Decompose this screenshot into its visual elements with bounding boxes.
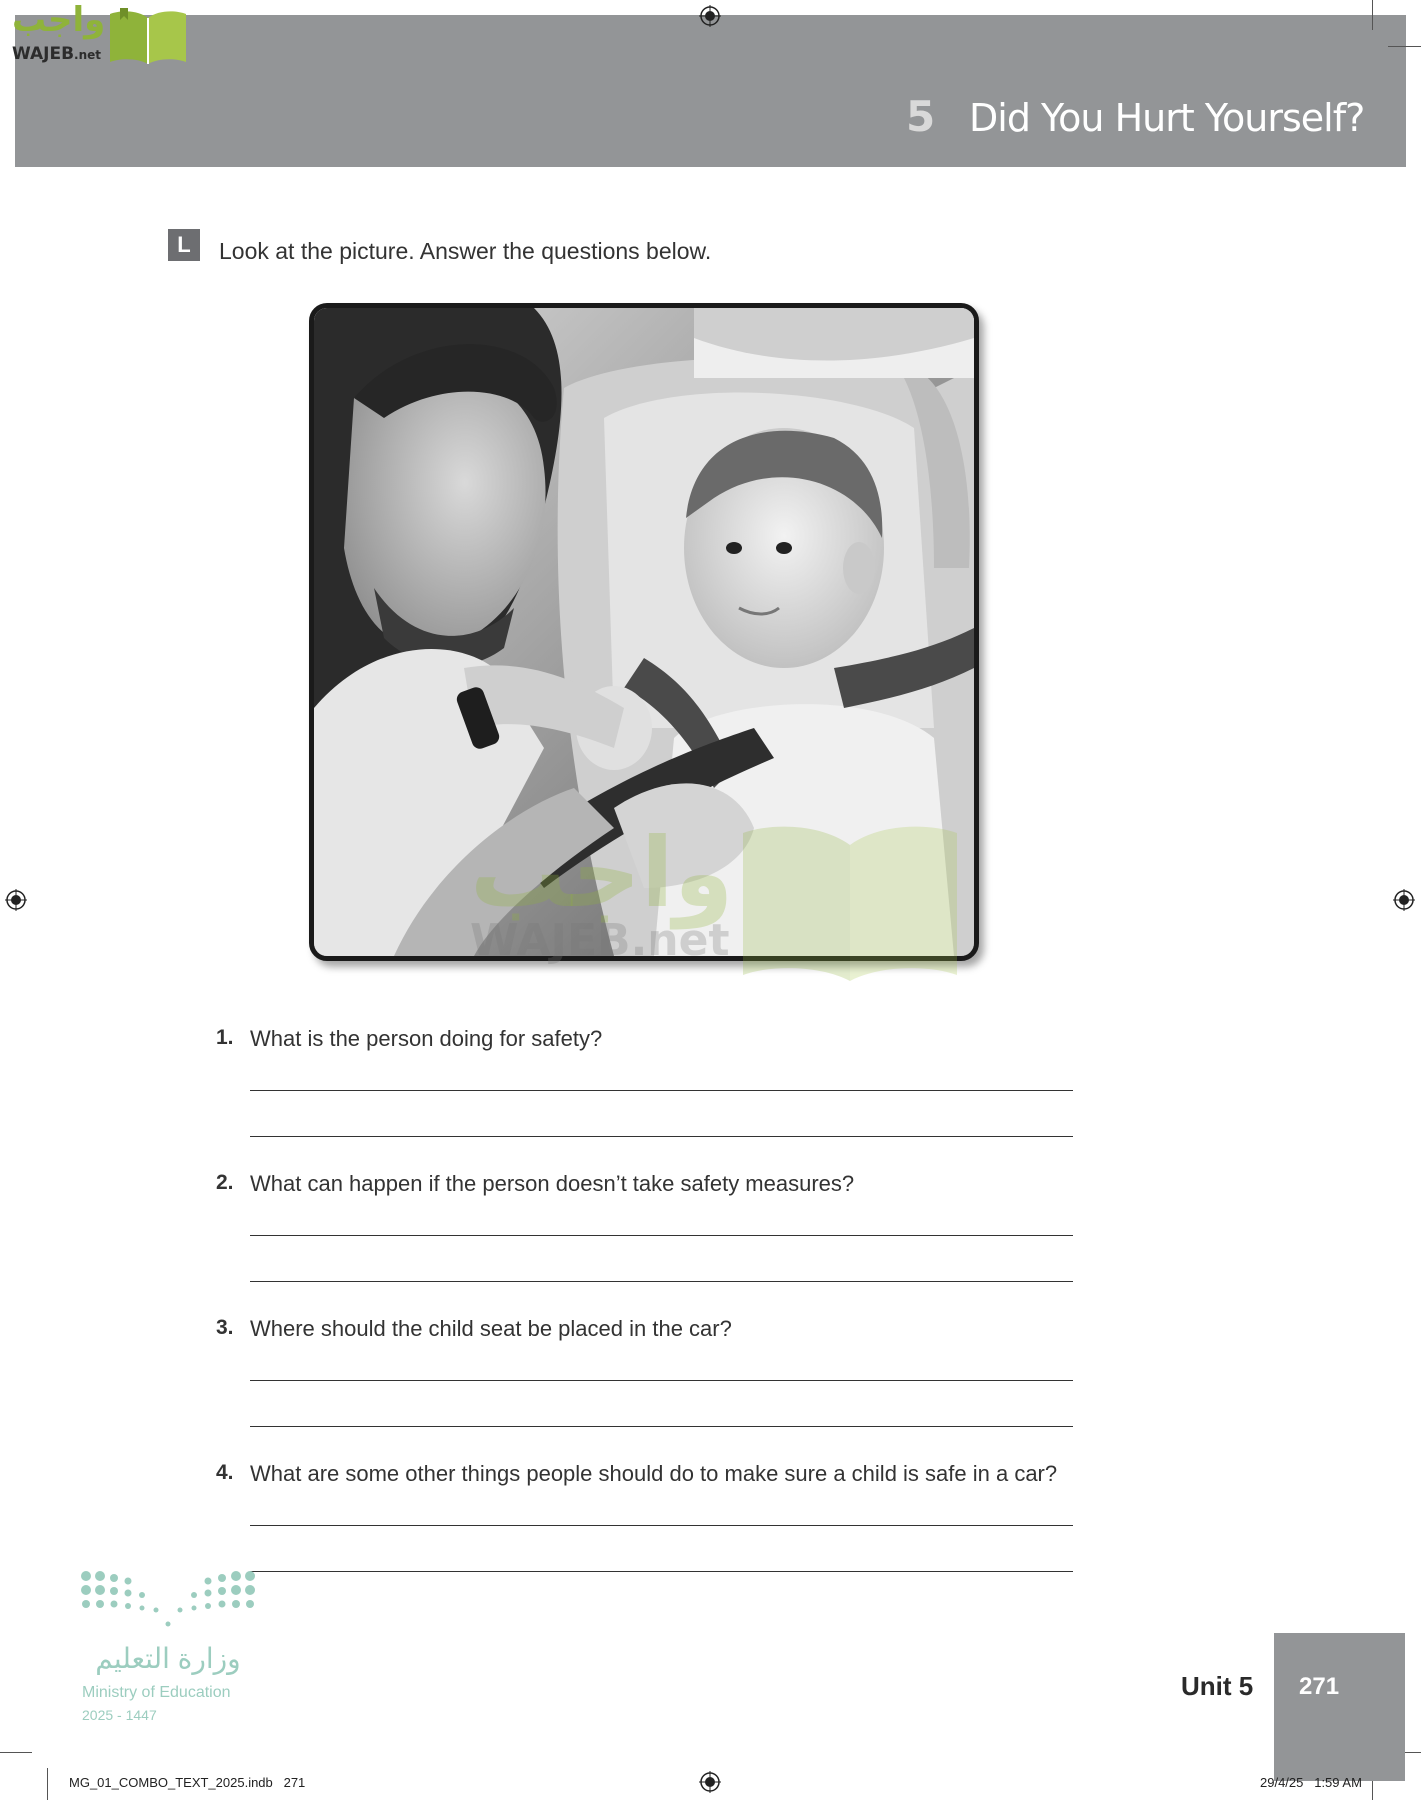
page-number-box xyxy=(1274,1633,1405,1781)
wajeb-logo[interactable] xyxy=(10,0,190,68)
answer-line[interactable] xyxy=(250,1090,1073,1091)
unit-number: 5 xyxy=(906,92,936,141)
question-text: What is the person doing for safety? xyxy=(250,1026,603,1051)
answer-line[interactable] xyxy=(250,1426,1073,1427)
answer-line[interactable] xyxy=(250,1571,1073,1572)
file-slug: MG_01_COMBO_TEXT_2025.indb 271 xyxy=(69,1775,306,1790)
question-number: 1. xyxy=(216,1026,234,1049)
question-number: 2. xyxy=(216,1171,234,1194)
ministry-dots-icon xyxy=(80,1570,256,1632)
question-number: 3. xyxy=(216,1316,234,1339)
unit-title: Did You Hurt Yourself? xyxy=(969,96,1365,140)
logo-latin-text: WAJEB.net xyxy=(12,44,102,64)
crop-mark xyxy=(1372,0,1373,30)
ministry-of-education-logo xyxy=(80,1570,280,1730)
registration-mark-icon xyxy=(5,889,27,911)
registration-mark-icon xyxy=(699,1771,721,1793)
crop-mark xyxy=(0,1752,32,1753)
question-number: 4. xyxy=(216,1461,234,1484)
ministry-english-name: Ministry of Education xyxy=(82,1684,231,1701)
question-text: Where should the child seat be placed in the car? xyxy=(250,1316,732,1341)
crop-mark xyxy=(1388,46,1421,47)
question-text: What are some other things people should do to make sure a child is safe in a car? xyxy=(250,1461,1058,1486)
registration-mark-icon xyxy=(1393,889,1415,911)
crop-mark xyxy=(47,1768,48,1800)
date-slug: 29/4/25 1:59 AM xyxy=(1260,1775,1362,1790)
photo-baby-car-seat xyxy=(309,303,979,961)
answer-line[interactable] xyxy=(250,1136,1073,1137)
instruction-text: Look at the picture. Answer the questions below. xyxy=(219,238,712,264)
wajeb-watermark: واجب WAJEB.net xyxy=(470,817,734,966)
ministry-arabic-name: وزارة التعليم xyxy=(95,1643,241,1674)
photo-illustration xyxy=(314,308,974,956)
page-number: 271 xyxy=(1299,1673,1340,1700)
answer-line[interactable] xyxy=(250,1235,1073,1236)
answer-line[interactable] xyxy=(250,1380,1073,1381)
section-badge: L xyxy=(168,229,200,261)
logo-arabic-text: واجب xyxy=(12,0,106,40)
unit-header-band xyxy=(15,15,1406,167)
answer-line[interactable] xyxy=(250,1525,1073,1526)
question-text: What can happen if the person doesn’t take safety measures? xyxy=(250,1171,855,1196)
open-book-icon xyxy=(106,6,190,66)
registration-mark-icon xyxy=(699,5,721,27)
answer-line[interactable] xyxy=(250,1281,1073,1282)
ministry-year: 2025 - 1447 xyxy=(82,1707,157,1723)
footer-unit-label: Unit 5 xyxy=(1181,1671,1254,1701)
